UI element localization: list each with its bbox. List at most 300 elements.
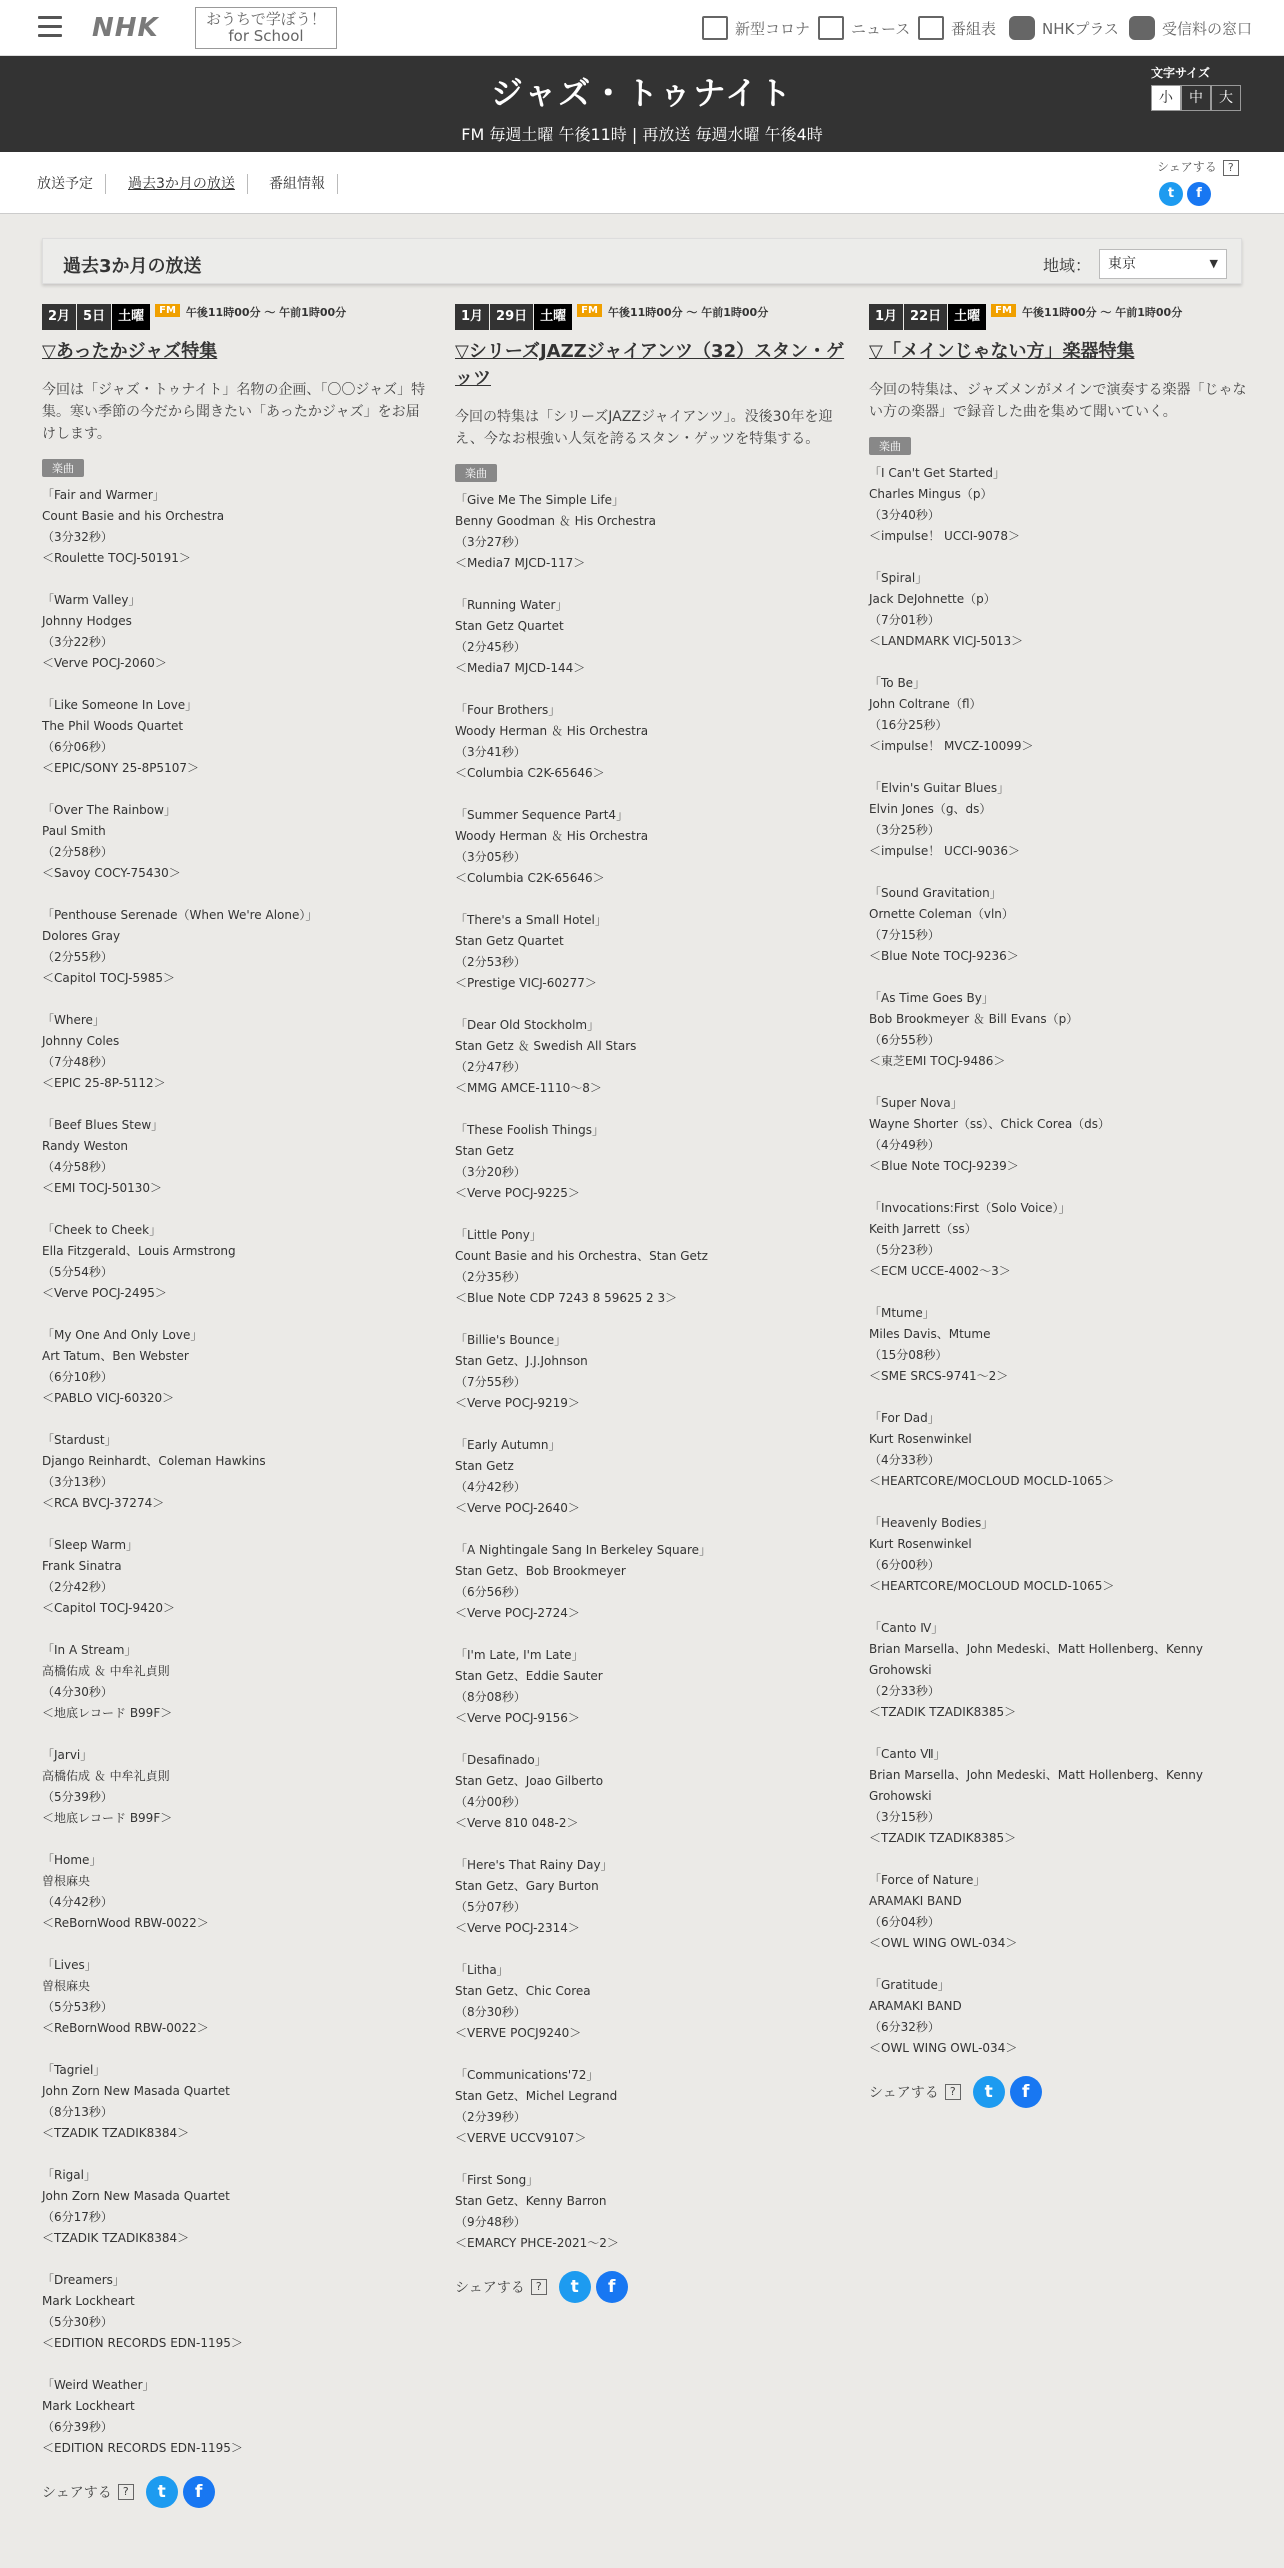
track-duration: （2分39秒） — [455, 2110, 526, 2124]
track-label: ＜Capitol TOCJ-9420＞ — [42, 1601, 176, 1615]
track-song: 「Heavenly Bodies」 — [869, 1516, 994, 1530]
font-size-label: 文字サイズ — [1151, 66, 1211, 80]
track-duration: （6分32秒） — [869, 2020, 940, 2034]
track-song: 「Force of Nature」 — [869, 1873, 986, 1887]
track-song: 「Penthouse Serenade（When We're Alone）」 — [42, 908, 318, 922]
track-item — [42, 1010, 432, 1094]
share-label: シェアする — [42, 2485, 112, 2501]
track-duration: （4分42秒） — [42, 1895, 113, 1909]
track-artist: John Zorn New Masada Quartet — [42, 2084, 230, 2098]
track-song: 「Billie's Bounce」 — [455, 1333, 567, 1347]
track-artist: The Phil Woods Quartet — [42, 719, 184, 733]
fee-window-icon — [1129, 16, 1155, 40]
track-label: ＜EDITION RECORDS EDN-1195＞ — [42, 2441, 243, 2455]
episode-time: 午後11時00分 ～ 午前1時00分 — [607, 306, 769, 319]
track-item — [455, 2170, 845, 2254]
track-artist: Stan Getz、J.J.Johnson — [455, 1354, 588, 1368]
twitter-icon[interactable]: t — [559, 2271, 591, 2303]
track-duration: （3分05秒） — [455, 850, 526, 864]
track-label: ＜PABLO VICJ-60320＞ — [42, 1391, 175, 1405]
nav-fee-window[interactable]: 受信料の窓口 — [1129, 15, 1252, 41]
episode-title-link[interactable]: ▽「メインじゃない方」楽器特集 — [869, 341, 1135, 362]
font-size-medium-button[interactable]: 中 — [1181, 85, 1211, 111]
program-schedule: FM 毎週土曜 午後11時 | 再放送 毎週水曜 午後4時 — [461, 125, 823, 144]
track-song: 「Running Water」 — [455, 598, 568, 612]
chevron-down-icon: ▼ — [1209, 257, 1219, 270]
track-item — [455, 1540, 845, 1624]
nav-news[interactable]: ニュース — [818, 15, 910, 41]
track-label: ＜OWL WING OWL-034＞ — [869, 2041, 1018, 2055]
track-song: 「Beef Blues Stew」 — [42, 1118, 164, 1132]
track-duration: （5分53秒） — [42, 2000, 113, 2014]
share-area-top — [1157, 158, 1239, 206]
track-song: 「Warm Valley」 — [42, 593, 141, 607]
track-item — [42, 1430, 432, 1514]
track-duration: （7分01秒） — [869, 613, 940, 627]
track-song: 「I'm Late, I'm Late」 — [455, 1648, 584, 1662]
track-artist: Johnny Coles — [42, 1034, 120, 1048]
region-select[interactable]: 東京 ▼ — [1099, 249, 1227, 279]
track-item — [869, 1408, 1259, 1492]
track-song: 「Early Autumn」 — [455, 1438, 561, 1452]
episode-date-badges — [455, 304, 845, 330]
track-song: 「Stardust」 — [42, 1433, 117, 1447]
track-label: ＜Verve POCJ-9156＞ — [455, 1711, 580, 1725]
episode-column-3 — [869, 304, 1259, 2108]
region-label: 地域： — [1043, 255, 1092, 275]
facebook-icon[interactable]: f — [1010, 2076, 1042, 2108]
track-label: ＜EMI TOCJ-50130＞ — [42, 1181, 163, 1195]
track-item — [42, 2375, 432, 2459]
episode-date-badges — [42, 304, 432, 330]
track-song: 「Fair and Warmer」 — [42, 488, 165, 502]
track-song: 「Sound Gravitation」 — [869, 886, 1002, 900]
font-size-small-button[interactable]: 小 — [1151, 85, 1181, 111]
track-duration: （4分42秒） — [455, 1480, 526, 1494]
episode-weekday: 土曜 — [112, 304, 150, 330]
facebook-icon[interactable]: f — [1187, 182, 1211, 206]
channel-badge: FM — [991, 304, 1016, 317]
track-item — [455, 1855, 845, 1939]
track-artist: Stan Getz ＆ Swedish All Stars — [455, 1039, 637, 1053]
track-duration: （5分07秒） — [455, 1900, 526, 1914]
tab-program-info[interactable]: 番組情報 — [269, 174, 338, 194]
track-label: ＜EDITION RECORDS EDN-1195＞ — [42, 2336, 243, 2350]
track-song: 「Canto Ⅳ」 — [869, 1621, 944, 1635]
track-list — [42, 485, 432, 2459]
track-label: ＜impulse！ MVCZ-10099＞ — [869, 739, 1034, 753]
track-label: ＜ReBornWood RBW-0022＞ — [42, 2021, 209, 2035]
episode-description: 今回の特集は「シリーズJAZZジャイアンツ」。没後30年を迎え、今なお根強い人気を誇るスタン・ゲッツを特集する。 — [455, 409, 833, 447]
track-item — [455, 2065, 845, 2149]
track-label: ＜TZADIK TZADIK8385＞ — [869, 1831, 1017, 1845]
episode-title-link[interactable]: ▽シリーズJAZZジャイアンツ（32）スタン・ゲッツ — [455, 341, 845, 389]
track-label: ＜Savoy COCY-75430＞ — [42, 866, 181, 880]
track-item — [42, 1220, 432, 1304]
track-label: ＜RCA BVCJ-37274＞ — [42, 1496, 165, 1510]
track-label: ＜Blue Note TOCJ-9239＞ — [869, 1159, 1019, 1173]
track-artist: Kurt Rosenwinkel — [869, 1432, 972, 1446]
track-artist: 高橋佑成 ＆ 中牟礼貞則 — [42, 1664, 170, 1678]
track-artist: 曽根麻央 — [42, 1979, 91, 1993]
track-song: 「Home」 — [42, 1853, 102, 1867]
track-duration: （2分58秒） — [42, 845, 113, 859]
track-duration: （2分42秒） — [42, 1580, 113, 1594]
track-artist: Stan Getz、Joao Gilberto — [455, 1774, 604, 1788]
track-duration: （2分55秒） — [42, 950, 113, 964]
track-label: ＜Capitol TOCJ-5985＞ — [42, 971, 176, 985]
track-duration: （6分17秒） — [42, 2210, 113, 2224]
track-song: 「Give Me The Simple Life」 — [455, 493, 625, 507]
track-song: 「Where」 — [42, 1013, 105, 1027]
track-label: ＜TZADIK TZADIK8384＞ — [42, 2126, 190, 2140]
track-song: 「Four Brothers」 — [455, 703, 561, 717]
share-label: シェアする — [1157, 160, 1217, 174]
track-song: 「Here's That Rainy Day」 — [455, 1858, 613, 1872]
track-artist: Miles Davis、Mtume — [869, 1327, 991, 1341]
track-artist: Benny Goodman ＆ His Orchestra — [455, 514, 656, 528]
track-duration: （16分25秒） — [869, 718, 948, 732]
track-song: 「Dear Old Stockholm」 — [455, 1018, 600, 1032]
track-duration: （3分15秒） — [869, 1810, 940, 1824]
track-song: 「Tagriel」 — [42, 2063, 106, 2077]
track-item — [455, 700, 845, 784]
tracklist-tag: 楽曲 — [869, 437, 911, 455]
track-duration: （3分22秒） — [42, 635, 113, 649]
share-help-icon[interactable]: ? — [531, 2279, 547, 2295]
track-artist: Stan Getz、Kenny Barron — [455, 2194, 607, 2208]
track-artist: Stan Getz、Michel Legrand — [455, 2089, 618, 2103]
track-song: 「As Time Goes By」 — [869, 991, 994, 1005]
track-label: ＜ReBornWood RBW-0022＞ — [42, 1916, 209, 1930]
track-artist: John Coltrane（fl） — [869, 697, 982, 711]
share-help-icon[interactable]: ? — [118, 2484, 134, 2500]
track-artist: Frank Sinatra — [42, 1559, 122, 1573]
track-item — [42, 2165, 432, 2249]
twitter-icon[interactable]: t — [1159, 182, 1183, 206]
track-label: ＜VERVE POCJ9240＞ — [455, 2026, 582, 2040]
track-item — [455, 595, 845, 679]
track-artist: Count Basie and his Orchestra — [42, 509, 225, 523]
tab-schedule[interactable]: 放送予定 — [37, 174, 106, 194]
track-item — [42, 1325, 432, 1409]
track-item — [455, 1435, 845, 1519]
font-size-control — [1151, 64, 1241, 111]
track-artist: Stan Getz、Chic Corea — [455, 1984, 591, 1998]
nav-nhk-plus[interactable]: NHKプラス — [1009, 15, 1119, 41]
track-artist: Django Reinhardt、Coleman Hawkins — [42, 1454, 266, 1468]
share-help-icon[interactable]: ? — [945, 2084, 961, 2100]
track-song: 「Invocations:First（Solo Voice）」 — [869, 1201, 1071, 1215]
track-duration: （3分13秒） — [42, 1475, 113, 1489]
track-artist: Randy Weston — [42, 1139, 129, 1153]
episode-day: 22日 — [904, 304, 947, 330]
track-label: ＜Verve POCJ-2640＞ — [455, 1501, 580, 1515]
track-artist: Art Tatum、Ben Webster — [42, 1349, 189, 1363]
tracklist-tag: 楽曲 — [455, 464, 497, 482]
section-header — [42, 238, 1242, 284]
track-item — [455, 805, 845, 889]
track-duration: （6分39秒） — [42, 2420, 113, 2434]
track-duration: （6分00秒） — [869, 1558, 940, 1572]
episode-weekday: 土曜 — [534, 304, 572, 330]
track-song: 「Elvin's Guitar Blues」 — [869, 781, 1010, 795]
track-label: ＜地底レコード B99F＞ — [42, 1811, 173, 1825]
episode-month: 1月 — [869, 304, 903, 330]
nhk-plus-icon — [1009, 16, 1035, 40]
nav-corona[interactable]: 新型コロナ — [702, 15, 810, 41]
track-label: ＜MMG AMCE-1110～8＞ — [455, 1081, 602, 1095]
track-duration: （4分30秒） — [42, 1685, 113, 1699]
track-song: 「Desafinado」 — [455, 1753, 547, 1767]
twitter-icon[interactable]: t — [973, 2076, 1005, 2108]
track-duration: （2分47秒） — [455, 1060, 526, 1074]
track-artist: Kurt Rosenwinkel — [869, 1537, 972, 1551]
track-item — [42, 1535, 432, 1619]
track-duration: （7分55秒） — [455, 1375, 526, 1389]
episode-column-2 — [455, 304, 845, 2303]
track-item — [869, 568, 1259, 652]
track-item — [869, 1303, 1259, 1387]
track-label: ＜東芝EMI TOCJ-9486＞ — [869, 1054, 1006, 1068]
track-artist: Bob Brookmeyer ＆ Bill Evans（p） — [869, 1012, 1079, 1026]
track-artist: Stan Getz、Gary Burton — [455, 1879, 599, 1893]
track-song: 「Canto Ⅶ」 — [869, 1747, 946, 1761]
track-song: 「In A Stream」 — [42, 1643, 137, 1657]
track-duration: （2分53秒） — [455, 955, 526, 969]
track-list — [869, 463, 1259, 2059]
episode-month: 1月 — [455, 304, 489, 330]
track-duration: （8分13秒） — [42, 2105, 113, 2119]
track-item — [42, 1850, 432, 1934]
track-song: 「Communications'72」 — [455, 2068, 599, 2082]
tab-past-broadcasts[interactable]: 過去3か月の放送 — [128, 174, 248, 194]
track-item — [42, 1115, 432, 1199]
track-item — [869, 673, 1259, 757]
program-header — [0, 56, 1284, 152]
track-artist: ARAMAKI BAND — [869, 1999, 962, 2013]
region-selector — [1043, 249, 1227, 279]
track-song: 「Weird Weather」 — [42, 2378, 155, 2392]
episode-day: 5日 — [77, 304, 111, 330]
track-item — [42, 590, 432, 674]
track-artist: Paul Smith — [42, 824, 106, 838]
track-duration: （3分32秒） — [42, 530, 113, 544]
track-duration: （2分45秒） — [455, 640, 526, 654]
track-duration: （4分00秒） — [455, 1795, 526, 1809]
track-duration: （6分56秒） — [455, 1585, 526, 1599]
share-area — [42, 2476, 432, 2508]
track-duration: （7分15秒） — [869, 928, 940, 942]
facebook-icon[interactable]: f — [596, 2271, 628, 2303]
track-duration: （6分10秒） — [42, 1370, 113, 1384]
track-label: ＜Verve POCJ-9219＞ — [455, 1396, 580, 1410]
track-song: 「Over The Rainbow」 — [42, 803, 176, 817]
share-area — [869, 2076, 1259, 2108]
track-song: 「Super Nova」 — [869, 1096, 963, 1110]
track-item — [455, 1015, 845, 1099]
track-item — [455, 1120, 845, 1204]
track-label: ＜impulse！ UCCI-9078＞ — [869, 529, 1020, 543]
track-artist: Woody Herman ＆ His Orchestra — [455, 724, 649, 738]
track-song: 「A Nightingale Sang In Berkeley Square」 — [455, 1543, 712, 1557]
episode-date-badges — [869, 304, 1259, 330]
track-song: 「Lives」 — [42, 1958, 97, 1972]
track-song: 「Litha」 — [455, 1963, 509, 1977]
track-artist: Stan Getz — [455, 1144, 514, 1158]
track-artist: 曽根麻央 — [42, 1874, 91, 1888]
track-song: 「I Can't Get Started」 — [869, 466, 1006, 480]
track-label: ＜Verve POCJ-2314＞ — [455, 1921, 580, 1935]
track-artist: Jack DeJohnette（p） — [869, 592, 996, 606]
track-label: ＜Verve POCJ-9225＞ — [455, 1186, 580, 1200]
track-artist: Brian Marsella、John Medeski、Matt Hollenberg、Kenny Grohowski — [869, 1642, 1204, 1677]
episode-title-link[interactable]: ▽あったかジャズ特集 — [42, 341, 218, 362]
track-duration: （9分48秒） — [455, 2215, 526, 2229]
track-song: 「First Song」 — [455, 2173, 539, 2187]
track-label: ＜Roulette TOCJ-50191＞ — [42, 551, 191, 565]
menu-icon[interactable] — [38, 16, 62, 38]
track-artist: Stan Getz — [455, 1459, 514, 1473]
track-artist: Charles Mingus（p） — [869, 487, 993, 501]
school-link[interactable]: おうちで学ぼう！ for School — [195, 7, 337, 49]
track-item — [455, 1645, 845, 1729]
episode-column-1 — [42, 304, 432, 2508]
track-song: 「Mtume」 — [869, 1306, 935, 1320]
track-item — [869, 883, 1259, 967]
track-song: 「For Dad」 — [869, 1411, 940, 1425]
track-duration: （6分55秒） — [869, 1033, 940, 1047]
track-label: ＜Columbia C2K-65646＞ — [455, 871, 605, 885]
track-item — [869, 1093, 1259, 1177]
track-item — [455, 1960, 845, 2044]
track-duration: （4分49秒） — [869, 1138, 940, 1152]
share-icons — [973, 2076, 1042, 2108]
episode-description: 今回の特集は、ジャズメンがメインで演奏する楽器「じゃない方の楽器」で録音した曲を集めて聞いていく。 — [869, 382, 1247, 420]
track-artist: Mark Lockheart — [42, 2399, 135, 2413]
share-label: シェアする — [455, 2280, 525, 2296]
corona-news-icon — [702, 16, 728, 40]
track-item — [42, 800, 432, 884]
track-item — [869, 1975, 1259, 2059]
twitter-icon[interactable]: t — [146, 2476, 178, 2508]
episode-time: 午後11時00分 ～ 午前1時00分 — [1021, 306, 1183, 319]
track-artist: Stan Getz、Bob Brookmeyer — [455, 1564, 626, 1578]
track-item — [869, 988, 1259, 1072]
share-icons — [559, 2271, 628, 2303]
share-icons — [146, 2476, 215, 2508]
track-artist: Stan Getz Quartet — [455, 934, 564, 948]
track-duration: （5分23秒） — [869, 1243, 940, 1257]
track-artist: Mark Lockheart — [42, 2294, 135, 2308]
channel-badge: FM — [155, 304, 180, 317]
track-duration: （3分25秒） — [869, 823, 940, 837]
track-duration: （3分41秒） — [455, 745, 526, 759]
track-song: 「Dreamers」 — [42, 2273, 125, 2287]
track-label: ＜OWL WING OWL-034＞ — [869, 1936, 1018, 1950]
track-label: ＜EPIC/SONY 25-8P5107＞ — [42, 761, 199, 775]
program-title: ジャズ・トゥナイト — [490, 74, 794, 112]
episode-weekday: 土曜 — [948, 304, 986, 330]
track-artist: Stan Getz、Eddie Sauter — [455, 1669, 603, 1683]
track-duration: （5分39秒） — [42, 1790, 113, 1804]
track-artist: Count Basie and his Orchestra、Stan Getz — [455, 1249, 708, 1263]
track-duration: （3分27秒） — [455, 535, 526, 549]
track-label: ＜LANDMARK VICJ-5013＞ — [869, 634, 1024, 648]
track-item — [42, 1745, 432, 1829]
track-label: ＜Media7 MJCD-117＞ — [455, 556, 586, 570]
track-duration: （5分54秒） — [42, 1265, 113, 1279]
track-label: ＜Verve POCJ-2724＞ — [455, 1606, 580, 1620]
track-duration: （5分30秒） — [42, 2315, 113, 2329]
track-label: ＜VERVE UCCV9107＞ — [455, 2131, 587, 2145]
track-artist: Johnny Hodges — [42, 614, 132, 628]
track-artist: Stan Getz Quartet — [455, 619, 564, 633]
program-tabs — [0, 152, 1284, 214]
track-duration: （4分58秒） — [42, 1160, 113, 1174]
track-item — [455, 1225, 845, 1309]
track-item — [869, 1870, 1259, 1954]
track-song: 「There's a Small Hotel」 — [455, 913, 607, 927]
channel-badge: FM — [577, 304, 602, 317]
track-item — [455, 490, 845, 574]
section-title: 過去3か月の放送 — [63, 256, 202, 277]
track-duration: （8分30秒） — [455, 2005, 526, 2019]
track-song: 「Spiral」 — [869, 571, 928, 585]
track-artist: Woody Herman ＆ His Orchestra — [455, 829, 649, 843]
track-item — [42, 1640, 432, 1724]
track-list — [455, 490, 845, 2254]
share-help-icon[interactable]: ? — [1223, 160, 1239, 176]
track-label: ＜HEARTCORE/MOCLOUD MOCLD-1065＞ — [869, 1579, 1115, 1593]
nhk-logo[interactable]: NHK — [92, 13, 159, 43]
track-label: ＜EPIC 25-8P-5112＞ — [42, 1076, 166, 1090]
track-artist: Elvin Jones（g、ds） — [869, 802, 992, 816]
track-label: ＜EMARCY PHCE-2021～2＞ — [455, 2236, 619, 2250]
track-song: 「These Foolish Things」 — [455, 1123, 605, 1137]
episode-day: 29日 — [490, 304, 533, 330]
track-song: 「Summer Sequence Part4」 — [455, 808, 629, 822]
font-size-large-button[interactable]: 大 — [1211, 85, 1241, 111]
track-label: ＜HEARTCORE/MOCLOUD MOCLD-1065＞ — [869, 1474, 1115, 1488]
track-duration: （2分33秒） — [869, 1684, 940, 1698]
episode-month: 2月 — [42, 304, 76, 330]
track-item — [455, 910, 845, 994]
track-artist: Wayne Shorter（ss）、Chick Corea（ds） — [869, 1117, 1111, 1131]
track-item — [42, 2060, 432, 2144]
tracklist-tag: 楽曲 — [42, 459, 84, 477]
track-duration: （8分08秒） — [455, 1690, 526, 1704]
nav-program-guide[interactable]: 番組表 — [918, 15, 996, 41]
track-label: ＜TZADIK TZADIK8384＞ — [42, 2231, 190, 2245]
track-label: ＜Blue Note TOCJ-9236＞ — [869, 949, 1019, 963]
share-area — [455, 2271, 845, 2303]
track-artist: 高橋佑成 ＆ 中牟礼貞則 — [42, 1769, 170, 1783]
facebook-icon[interactable]: f — [183, 2476, 215, 2508]
track-item — [42, 905, 432, 989]
track-item — [42, 695, 432, 779]
track-song: 「Gratitude」 — [869, 1978, 950, 1992]
track-label: ＜impulse！ UCCI-9036＞ — [869, 844, 1020, 858]
track-item — [42, 2270, 432, 2354]
track-label: ＜Blue Note CDP 7243 8 59625 2 3＞ — [455, 1291, 678, 1305]
track-song: 「Rigal」 — [42, 2168, 96, 2182]
track-artist: Dolores Gray — [42, 929, 121, 943]
track-artist: John Zorn New Masada Quartet — [42, 2189, 230, 2203]
track-label: ＜TZADIK TZADIK8385＞ — [869, 1705, 1017, 1719]
track-song: 「My One And Only Love」 — [42, 1328, 203, 1342]
track-label: ＜Prestige VICJ-60277＞ — [455, 976, 597, 990]
